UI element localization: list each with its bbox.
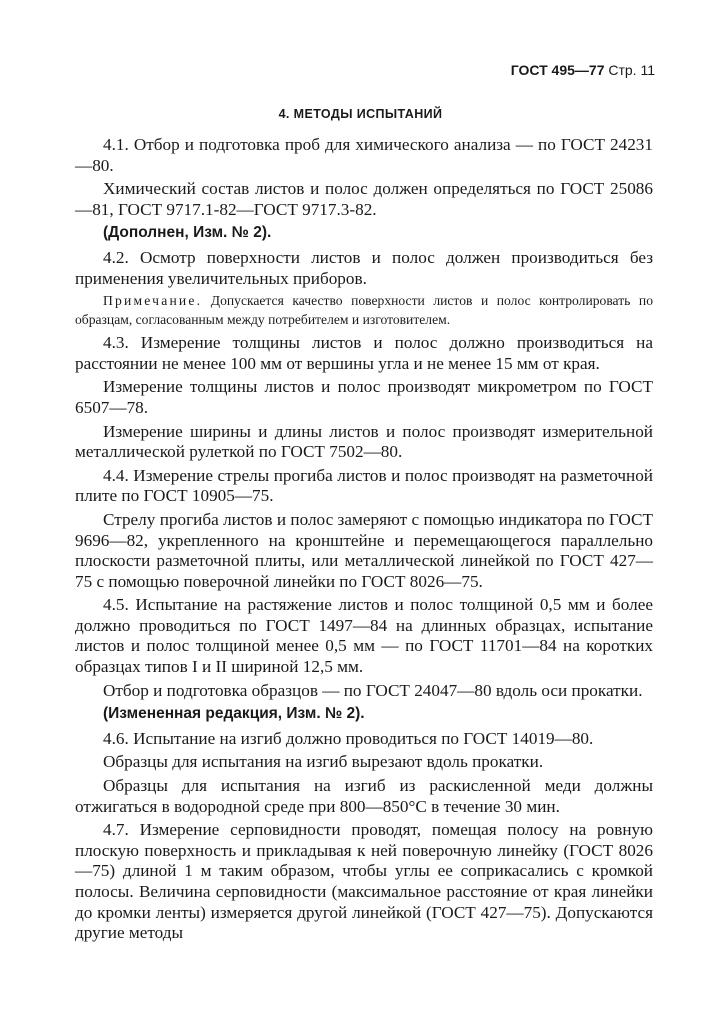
page-number: Стр. 11 [608,62,655,78]
paragraph-4-1-chemical: Химический состав листов и полос должен определяться по ГОСТ 25086—81, ГОСТ 9717.1-82—ГОСТ 9717.3-82. [75,179,653,219]
paragraph-4-5: 4.5. Испытание на растяжение листов и полос толщиной 0,5 мм и более должно проводиться по ГОСТ 1497—84 на длинных образцах, испытание листов и полос толщиной менее 0,5 мм — по ГОСТ 11701—84 на коротких образцах типов I и II шириной 12,5 мм. [75,595,653,677]
paragraph-4-4-deflection: Стрелу прогиба листов и полос замеряют с помощью индикатора по ГОСТ 9696—82, укрепленного на кронштейне и перемещающегося параллельно плоскости разметочной плиты, или металлической линейкой по ГОСТ 427—75 с помощью поверочной линейки по ГОСТ 8026—75. [75,509,653,591]
paragraph-4-3-width: Измерение ширины и длины листов и полос производят измерительной металлической рулеткой по ГОСТ 7502—80. [75,421,653,462]
amendment-note-2: (Измененная редакция, Изм. № 2). [103,705,365,723]
paragraph-4-6-specimens: Образцы для испытания на изгиб вырезают вдоль прокатки. [103,752,544,772]
paragraph-4-2: 4.2. Осмотр поверхности листов и полос должен производиться без применения увеличительных приборов. [75,247,653,288]
document-body [75,135,653,947]
paragraph-4-6-annealing: Образцы для испытания на изгиб из раскисленной меди должны отжигаться в водородной среде при 800—850°С в течение 30 мин. [75,776,653,816]
section-title: 4. МЕТОДЫ ИСПЫТАНИЙ [278,107,443,121]
note [75,292,653,329]
paragraph-4-1: 4.1. Отбор и подготовка проб для химического анализа — по ГОСТ 24231—80. [75,135,653,175]
amendment-note-1: (Дополнен, Изм. № 2). [103,224,272,242]
paragraph-4-5-sampling: Отбор и подготовка образцов — по ГОСТ 24047—80 вдоль оси прокатки. [103,680,643,700]
note-label: Примечание. [103,293,203,309]
document-number: ГОСТ 495—77 [510,62,605,78]
paragraph-4-3-thickness: Измерение толщины листов и полос производят микрометром по ГОСТ 6507—78. [75,377,653,417]
page-header [511,62,655,78]
note-text: Допускается качество поверхности листов и полос контролировать по образцам, согласованным между потребителем и изготовителем. [75,293,653,327]
paragraph-4-7: 4.7. Измерение серповидности проводят, помещая полосу на ровную плоскую поверхность и прикладывая к ней поверочную линейку (ГОСТ 8026—75) длиной 1 м таким образом, чтобы углы ее соприкасались с кромкой полосы. Величина серповидности (максимальное расстояние от края линейки до кромки ленты) измеряется другой линейкой (ГОСТ 427—75). Допускаются другие методы [75,820,653,943]
paragraph-4-4: 4.4. Измерение стрелы прогиба листов и полос производят на разметочной плите по ГОСТ 10905—75. [75,465,653,506]
paragraph-4-3: 4.3. Измерение толщины листов и полос должно производиться на расстоянии не менее 100 мм от вершины угла и не менее 15 мм от края. [75,333,653,373]
paragraph-4-6: 4.6. Испытание на изгиб должно проводиться по ГОСТ 14019—80. [103,728,594,748]
